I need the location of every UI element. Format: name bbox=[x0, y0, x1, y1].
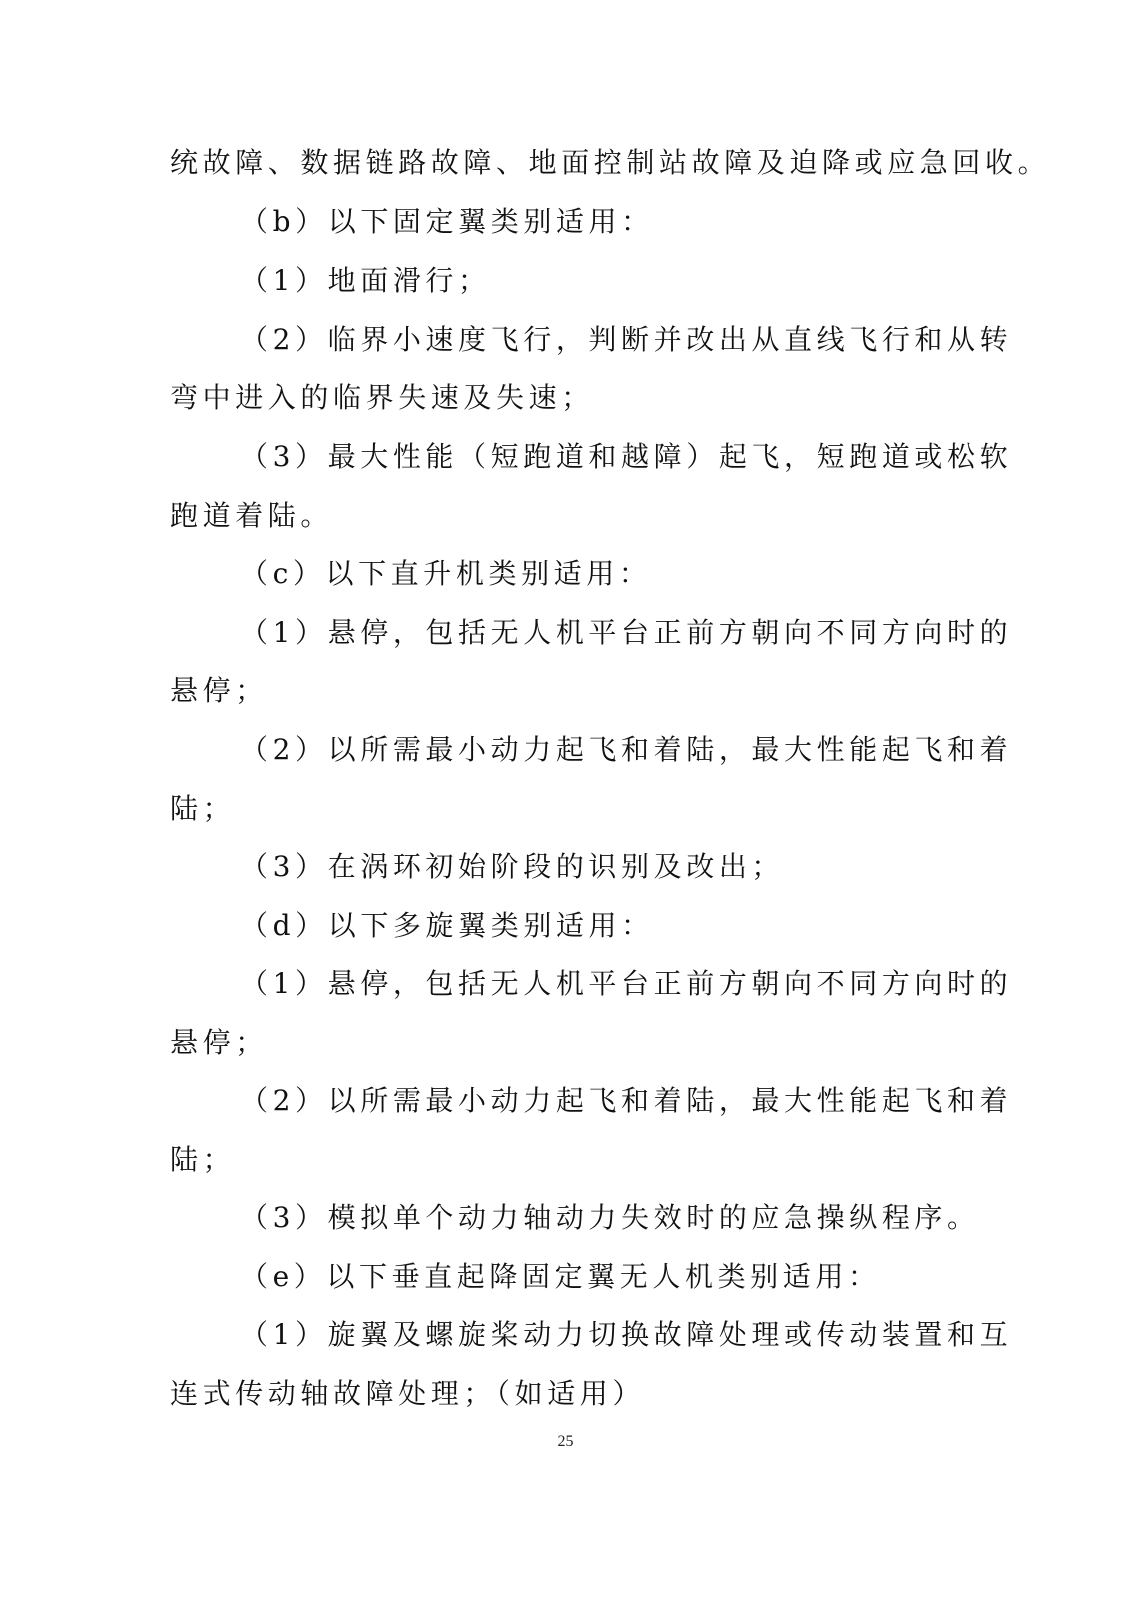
page-number: 25 bbox=[557, 1433, 574, 1450]
text-line: （2）以所需最小动力起飞和着陆，最大性能起飞和着 bbox=[240, 1084, 1013, 1117]
text-line: （d）以下多旋翼类别适用： bbox=[240, 909, 654, 942]
text-line: （1）旋翼及螺旋桨动力切换故障处理或传动装置和互 bbox=[240, 1318, 1013, 1351]
text-line: （1）悬停，包括无人机平台正前方朝向不同方向时的 bbox=[240, 967, 1013, 1000]
text-line: （1）悬停，包括无人机平台正前方朝向不同方向时的 bbox=[240, 616, 1013, 649]
text-line: 统故障、数据链路故障、地面控制站故障及迫降或应急回收。 bbox=[170, 146, 1051, 179]
text-line: （3）最大性能（短跑道和越障）起飞，短跑道或松软 bbox=[240, 440, 1013, 473]
text-line: （3）模拟单个动力轴动力失效时的应急操纵程序。 bbox=[240, 1201, 980, 1234]
text-line: 悬停； bbox=[170, 1026, 268, 1059]
text-line: 陆； bbox=[170, 1143, 236, 1176]
text-line: （b）以下固定翼类别适用： bbox=[240, 205, 654, 238]
text-line: （2）以所需最小动力起飞和着陆，最大性能起飞和着 bbox=[240, 733, 1013, 766]
text-line: 弯中进入的临界失速及失速； bbox=[170, 381, 594, 414]
text-line: 连式传动轴故障处理；（如适用） bbox=[170, 1377, 646, 1410]
text-line: 陆； bbox=[170, 792, 236, 825]
text-line: 跑道着陆。 bbox=[170, 499, 334, 532]
text-line: （e）以下垂直起降固定翼无人机类别适用： bbox=[240, 1260, 881, 1293]
text-line: （3）在涡环初始阶段的识别及改出； bbox=[240, 850, 785, 883]
text-line: （1）地面滑行； bbox=[240, 264, 491, 297]
text-line: （c）以下直升机类别适用： bbox=[240, 557, 652, 590]
text-line: 悬停； bbox=[170, 674, 268, 707]
text-line: （2）临界小速度飞行，判断并改出从直线飞行和从转 bbox=[240, 323, 1013, 356]
